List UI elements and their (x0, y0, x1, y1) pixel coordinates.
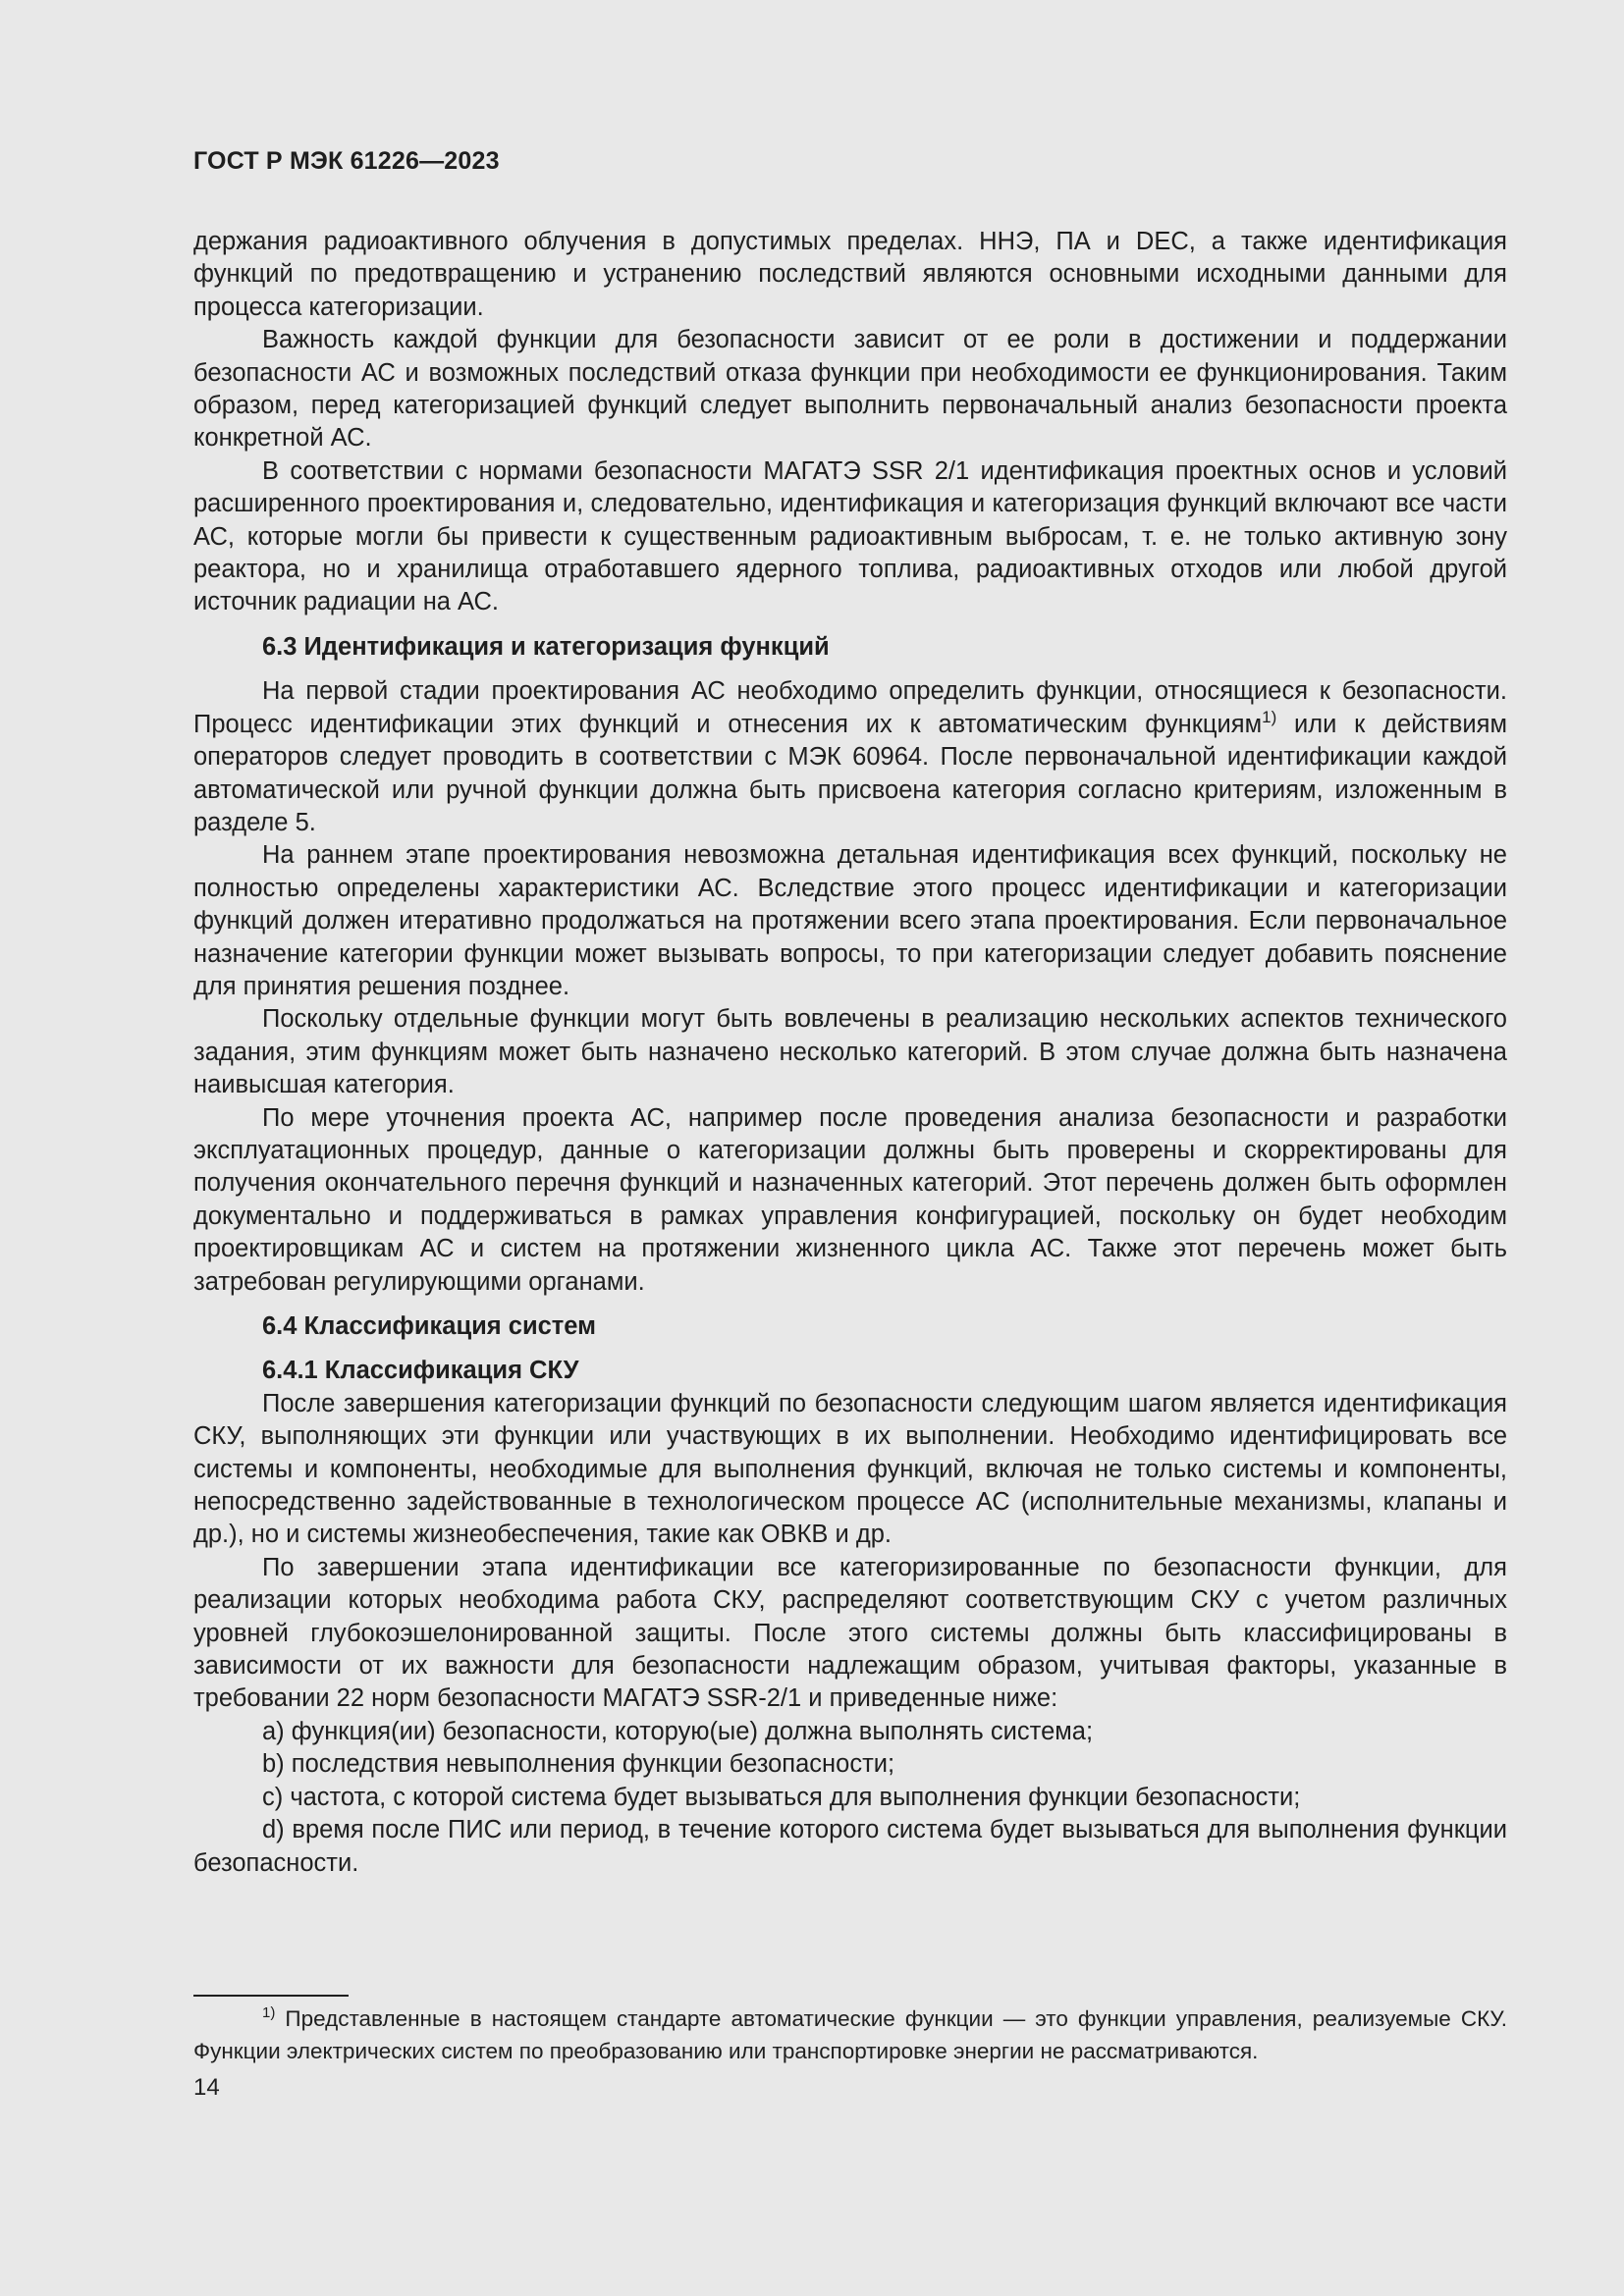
paragraph: По мере уточнения проекта АС, например после проведения анализа безопасности и разработки эксплуатационных процедур, данные о категоризации должны быть проверены и скорректированы для получения окончательного перечня функций и назначенных категорий. Этот перечень должен быть оформлен документально и поддерживаться в рамках управления конфигурацией, поскольку он будет необходим проектировщикам АС и систем на протяжении жизненного цикла АС. Также этот перечень может быть затребован регулирующими органами. (193, 1103, 1507, 1296)
paragraph: На раннем этапе проектирования невозможна детальная идентификация всех функций, поскольку не полностью определены характеристики АС. Вследствие этого процесс идентификации и категоризации функций должен итеративно продолжаться на протяжении всего этапа проектирования. Если первоначальное назначение категории функции может вызывать вопросы, то при категоризации следует добавить пояснение для принятия решения позднее. (193, 841, 1507, 1000)
paragraph: В соответствии с нормами безопасности МАГАТЭ SSR 2/1 идентификация проектных основ и условий расширенного проектирования и, следовательно, идентификация и категоризация функций включают все части АС, которые могли бы привести к существенным радиоактивным выбросам, т. е. не только активную зону реактора, но и хранилища отработавшего ядерного топлива, радиоактивных отходов или любой другой источник радиации на АС. (193, 456, 1507, 616)
list-item-c: c) частота, с которой система будет вызываться для выполнения функции безопасности; (262, 1783, 1301, 1811)
section-heading-6-4: 6.4 Классификация систем (262, 1312, 597, 1340)
paragraph: держания радиоактивного облучения в допустимых пределах. ННЭ, ПА и DEC, а также идентификация функций по предотвращению и устранению последствий являются основными исходными данными для процесса категоризации. (193, 228, 1507, 321)
paragraph (193, 675, 1507, 839)
paragraph-text: На первой стадии проектирования АС необходимо определить функции, относящиеся к безопасности. Процесс идентификации этих функций и отнесения их к автоматическим функциям (193, 677, 1507, 738)
footnote-mark: 1) (262, 2004, 276, 2021)
list-item-d: d) время после ПИС или период, в течение которого система будет вызываться для выполнения функции безопасности. (193, 1816, 1507, 1877)
page-number: 14 (193, 2074, 220, 2101)
paragraph: Важность каждой функции для безопасности зависит от ее роли в достижении и поддержании безопасности АС и возможных последствий отказа функции при необходимости ее функционирования. Таким образом, перед категоризацией функций следует выполнить первоначальный анализ безопасности проекта конкретной АС. (193, 326, 1507, 453)
footnote-text: Представленные в настоящем стандарте автоматические функции — это функции управления, реализуемые СКУ. Функции электрических систем по преобразованию или транспортировке энергии не рассматриваются. (193, 2006, 1507, 2063)
paragraph: После завершения категоризации функций по безопасности следующим шагом является идентификация СКУ, выполняющих эти функции или участвующих в их выполнении. Необходимо идентифицировать все системы и компоненты, необходимые для выполнения функций, включая не только системы и компоненты, непосредственно задействованные в технологическом процессе АС (исполнительные механизмы, клапаны и др.), но и системы жизнеобеспечения, такие как ОВКВ и др. (193, 1389, 1507, 1549)
section-heading-6-4-1: 6.4.1 Классификация СКУ (262, 1357, 579, 1385)
section-heading-6-3: 6.3 Идентификация и категоризация функций (262, 632, 830, 661)
document-header: ГОСТ Р МЭК 61226—2023 (193, 147, 500, 175)
paragraph: Поскольку отдельные функции могут быть вовлечены в реализацию нескольких аспектов технического задания, этим функциям может быть назначено несколько категорий. В этом случае должна быть назначена наивысшая категория. (193, 1005, 1507, 1099)
paragraph: По завершении этапа идентификации все категоризированные по безопасности функции, для реализации которых необходима работа СКУ, распределяют соответствующим СКУ с учетом различных уровней глубокоэшелонированной защиты. После этого системы должны быть классифицированы в зависимости от их важности для безопасности надлежащим образом, учитывая факторы, указанные в требовании 22 норм безопасности МАГАТЭ SSR-2/1 и приведенные ниже: (193, 1553, 1507, 1713)
footnote-ref: 1) (1262, 707, 1277, 726)
paragraph-text: или к действиям операторов следует проводить в соответствии с МЭК 60964. После первоначальной идентификации каждой автоматической или ручной функции должна быть присвоена категория согласно критериям, изложенным в разделе 5. (193, 710, 1507, 836)
document-body (193, 226, 1507, 1880)
footnote-divider (193, 1995, 349, 1997)
footnote (193, 2002, 1507, 2067)
list-item-b: b) последствия невыполнения функции безопасности; (262, 1750, 895, 1779)
list-item-a: a) функция(ии) безопасности, которую(ые) должна выполнять система; (262, 1717, 1094, 1745)
